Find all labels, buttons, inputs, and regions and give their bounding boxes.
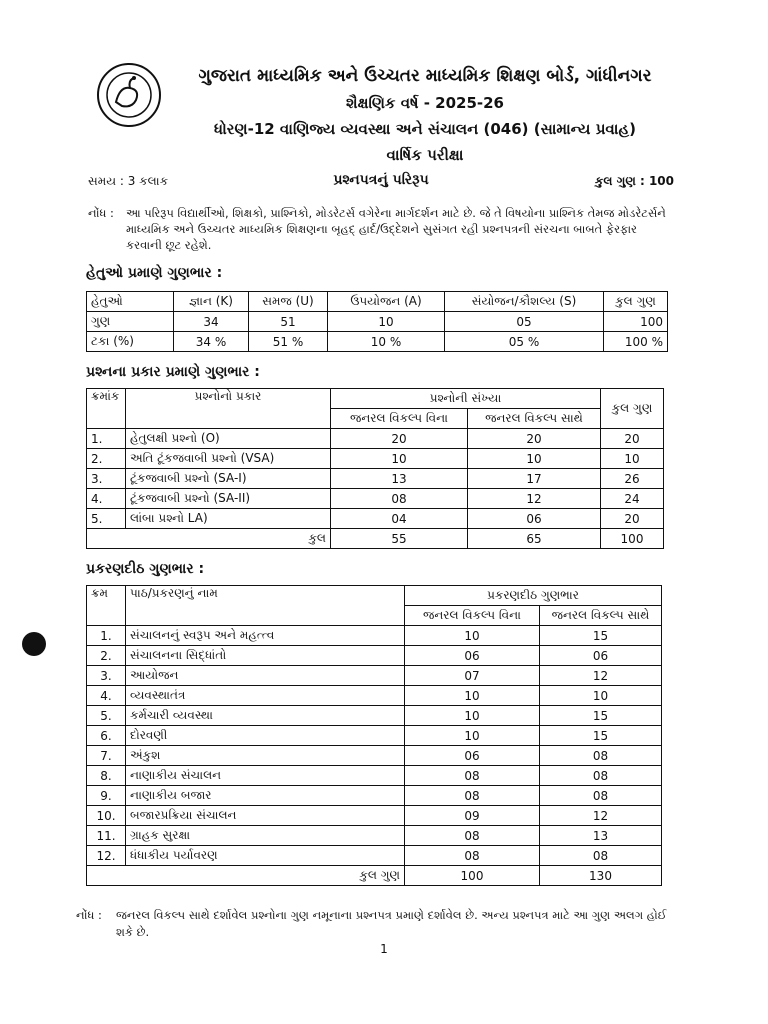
table-cell: 100 bbox=[601, 529, 664, 549]
meta-row bbox=[88, 174, 674, 194]
table-cell: 10 bbox=[540, 686, 662, 706]
objectives-title: હેતુઓ પ્રમાણે ગુણભાર : bbox=[86, 265, 223, 281]
table-header: જનરલ વિકલ્પ સાથે bbox=[540, 606, 662, 626]
table-row bbox=[87, 646, 662, 666]
table-cell: અતિ ટૂંકજવાબી પ્રશ્નો (VSA) bbox=[126, 449, 331, 469]
table-row bbox=[87, 312, 668, 332]
table-row bbox=[87, 666, 662, 686]
table-header: ઉપયોજન (A) bbox=[328, 292, 445, 312]
paper-title: પ્રશ્નપત્રનું પરિરૂપ bbox=[333, 172, 429, 188]
table-cell: 26 bbox=[601, 469, 664, 489]
table-cell: 10 bbox=[331, 449, 468, 469]
table-cell: ગુણ bbox=[87, 312, 174, 332]
table-header: પ્રકરણદીઠ ગુણભાર bbox=[405, 586, 662, 606]
table-cell: 17 bbox=[468, 469, 601, 489]
table-cell: 2. bbox=[87, 646, 126, 666]
table-cell: 20 bbox=[601, 509, 664, 529]
table-cell: હેતુલક્ષી પ્રશ્નો (O) bbox=[126, 429, 331, 449]
table-cell: 4. bbox=[87, 686, 126, 706]
ink-blot bbox=[22, 632, 46, 656]
table-cell: 24 bbox=[601, 489, 664, 509]
table-cell: 12 bbox=[540, 666, 662, 686]
table-row bbox=[87, 292, 668, 312]
table-cell: 65 bbox=[468, 529, 601, 549]
table-cell: ગ્રાહક સુરક્ષા bbox=[126, 826, 405, 846]
table-cell: 100 bbox=[405, 866, 540, 886]
table-cell: 6. bbox=[87, 726, 126, 746]
table-cell: 06 bbox=[468, 509, 601, 529]
footnote bbox=[76, 907, 676, 941]
table-cell: આયોજન bbox=[126, 666, 405, 686]
table-cell: 10 bbox=[405, 706, 540, 726]
table-header: પ્રશ્નોનો પ્રકાર bbox=[126, 389, 331, 429]
table-cell: 10 bbox=[405, 686, 540, 706]
table-row bbox=[87, 826, 662, 846]
table-header: જ્ઞાન (K) bbox=[174, 292, 249, 312]
table-cell: 11. bbox=[87, 826, 126, 846]
total-marks: કુલ ગુણ : 100 bbox=[594, 174, 674, 188]
table-cell: ટૂંકજવાબી પ્રશ્નો (SA-I) bbox=[126, 469, 331, 489]
table-cell: ધંધાકીય પર્યાવરણ bbox=[126, 846, 405, 866]
qtypes-title: પ્રશ્નના પ્રકાર પ્રમાણે ગુણભાર : bbox=[86, 364, 260, 380]
table-cell: 15 bbox=[540, 626, 662, 646]
table-cell: 15 bbox=[540, 726, 662, 746]
table-cell: 55 bbox=[331, 529, 468, 549]
board-name: ગુજરાત માધ્યમિક અને ઉચ્ચતર માધ્યમિક શિક્ષણ બોર્ડ, ગાંધીનગર bbox=[198, 66, 652, 86]
table-cell: લાંબા પ્રશ્નો LA) bbox=[126, 509, 331, 529]
table-cell: 10 % bbox=[328, 332, 445, 352]
table-header: ક્રમાંક bbox=[87, 389, 126, 429]
table-cell: 9. bbox=[87, 786, 126, 806]
table-cell: 10 bbox=[468, 449, 601, 469]
table-cell: સંચાલનના સિદ્ધાંતો bbox=[126, 646, 405, 666]
table-row bbox=[87, 332, 668, 352]
board-logo-icon bbox=[96, 62, 162, 128]
table-cell: 51 bbox=[249, 312, 328, 332]
table-cell: ટકા (%) bbox=[87, 332, 174, 352]
table-header: સંયોજન/કૌશલ્ય (S) bbox=[445, 292, 604, 312]
table-cell: 20 bbox=[468, 429, 601, 449]
table-header: કુલ ગુણ bbox=[604, 292, 668, 312]
table-cell: 10. bbox=[87, 806, 126, 826]
table-cell: 08 bbox=[331, 489, 468, 509]
table-cell: 7. bbox=[87, 746, 126, 766]
qtypes-table bbox=[86, 388, 664, 549]
table-row bbox=[87, 686, 662, 706]
table-row bbox=[87, 449, 664, 469]
table-cell: 08 bbox=[540, 786, 662, 806]
table-cell: દોરવણી bbox=[126, 726, 405, 746]
table-row bbox=[87, 429, 664, 449]
footnote-text: જનરલ વિકલ્પ સાથે દર્શાવેલ પ્રશ્નોના ગુણ નમૂનાના પ્રશ્નપત્ર પ્રમાણે દર્શાવેલ છે. અન્ય પ્રશ્નપત્ર માટે આ ગુણ અલગ હોઈ શકે છે. bbox=[116, 908, 667, 939]
table-header: કુલ ગુણ bbox=[601, 389, 664, 429]
table-cell: 1. bbox=[87, 626, 126, 646]
table-cell: 51 % bbox=[249, 332, 328, 352]
table-row bbox=[87, 706, 662, 726]
page-number: 1 bbox=[380, 942, 388, 956]
note-label: નોંધ : bbox=[88, 206, 114, 220]
table-cell: નાણાકીય બજાર bbox=[126, 786, 405, 806]
table-row bbox=[87, 766, 662, 786]
chapters-table bbox=[86, 585, 662, 886]
total-label: કુલ ગુણ bbox=[87, 866, 405, 886]
table-cell: 100 bbox=[604, 312, 668, 332]
note-text: આ પરિરૂપ વિદ્યાર્થીઓ, શિક્ષકો, પ્રાશ્નિકો, મોડરેટર્સ વગેરેના માર્ગદર્શન માટે છે. જે તે વિષયોના પ્રાશ્નિક તેમજ મોડરેટર્સને માધ્યમિક અને ઉચ્ચતર માધ્યમિક શિક્ષણના બૃહદ્ હાર્દ/ઉદ્દેશને સુસંગત રહી પ્રશ્નપત્રની સંરચના બાબતે ફેરફાર કરવાની છૂટ રહેશે. bbox=[126, 206, 666, 252]
exam-title: વાર્ષિક પરીક્ષા bbox=[386, 146, 464, 164]
chapters-title: પ્રકરણદીઠ ગુણભાર : bbox=[86, 561, 205, 577]
table-cell: 10 bbox=[328, 312, 445, 332]
table-cell: 5. bbox=[87, 509, 126, 529]
table-row bbox=[87, 389, 664, 409]
subject-title: ધોરણ-12 વાણિજ્ય વ્યવસ્થા અને સંચાલન (046) (સામાન્ય પ્રવાહ) bbox=[214, 120, 636, 138]
table-cell: 13 bbox=[540, 826, 662, 846]
table-cell: 130 bbox=[540, 866, 662, 886]
table-cell: 06 bbox=[405, 646, 540, 666]
table-cell: 8. bbox=[87, 766, 126, 786]
table-cell: 08 bbox=[405, 786, 540, 806]
table-header: જનરલ વિકલ્પ સાથે bbox=[468, 409, 601, 429]
table-cell: 2. bbox=[87, 449, 126, 469]
table-cell: વ્યવસ્થાતંત્ર bbox=[126, 686, 405, 706]
table-cell: 06 bbox=[540, 646, 662, 666]
table-cell: 20 bbox=[601, 429, 664, 449]
table-cell: 05 % bbox=[445, 332, 604, 352]
table-cell: કર્મચારી વ્યવસ્થા bbox=[126, 706, 405, 726]
table-cell: 13 bbox=[331, 469, 468, 489]
exam-time: સમય : 3 કલાક bbox=[88, 174, 169, 188]
table-cell: 08 bbox=[405, 826, 540, 846]
table-cell: 08 bbox=[540, 846, 662, 866]
table-cell: 34 bbox=[174, 312, 249, 332]
table-cell: 08 bbox=[540, 746, 662, 766]
note bbox=[88, 205, 674, 253]
table-cell: 08 bbox=[405, 846, 540, 866]
table-header: સમજ (U) bbox=[249, 292, 328, 312]
table-row bbox=[87, 746, 662, 766]
table-header: ક્રમ bbox=[87, 586, 126, 626]
table-cell: 08 bbox=[540, 766, 662, 786]
table-cell: 1. bbox=[87, 429, 126, 449]
table-cell: 15 bbox=[540, 706, 662, 726]
table-cell: 09 bbox=[405, 806, 540, 826]
table-cell: 3. bbox=[87, 469, 126, 489]
table-cell: અંકુશ bbox=[126, 746, 405, 766]
table-row bbox=[87, 469, 664, 489]
table-row bbox=[87, 529, 664, 549]
table-cell: સંચાલનનું સ્વરૂપ અને મહત્ત્વ bbox=[126, 626, 405, 646]
table-row bbox=[87, 806, 662, 826]
table-header: હેતુઓ bbox=[87, 292, 174, 312]
table-header: પ્રશ્નોની સંખ્યા bbox=[331, 389, 601, 409]
table-cell: 04 bbox=[331, 509, 468, 529]
total-label: કુલ bbox=[87, 529, 331, 549]
table-row bbox=[87, 626, 662, 646]
table-cell: 07 bbox=[405, 666, 540, 686]
footnote-label: નોંધ : bbox=[76, 908, 102, 922]
table-cell: 5. bbox=[87, 706, 126, 726]
table-cell: 3. bbox=[87, 666, 126, 686]
table-cell: ટૂંકજવાબી પ્રશ્નો (SA-II) bbox=[126, 489, 331, 509]
table-row bbox=[87, 509, 664, 529]
table-cell: 12 bbox=[468, 489, 601, 509]
table-cell: 100 % bbox=[604, 332, 668, 352]
academic-year: શૈક્ષણિક વર્ષ - 2025-26 bbox=[346, 94, 504, 112]
table-cell: 20 bbox=[331, 429, 468, 449]
table-cell: 12 bbox=[540, 806, 662, 826]
objectives-table bbox=[86, 291, 668, 352]
table-row bbox=[87, 489, 664, 509]
table-cell: 06 bbox=[405, 746, 540, 766]
table-cell: 08 bbox=[405, 766, 540, 786]
table-cell: 10 bbox=[601, 449, 664, 469]
table-cell: 10 bbox=[405, 626, 540, 646]
table-row bbox=[87, 726, 662, 746]
table-header: જનરલ વિકલ્પ વિના bbox=[405, 606, 540, 626]
table-cell: નાણાકીય સંચાલન bbox=[126, 766, 405, 786]
table-cell: 34 % bbox=[174, 332, 249, 352]
table-row bbox=[87, 586, 662, 606]
table-cell: 4. bbox=[87, 489, 126, 509]
table-row bbox=[87, 786, 662, 806]
table-cell: 12. bbox=[87, 846, 126, 866]
table-row bbox=[87, 846, 662, 866]
table-header: પાઠ/પ્રકરણનું નામ bbox=[126, 586, 405, 626]
table-cell: 05 bbox=[445, 312, 604, 332]
table-cell: બજારપ્રક્રિયા સંચાલન bbox=[126, 806, 405, 826]
table-row bbox=[87, 866, 662, 886]
table-cell: 10 bbox=[405, 726, 540, 746]
table-header: જનરલ વિકલ્પ વિના bbox=[331, 409, 468, 429]
